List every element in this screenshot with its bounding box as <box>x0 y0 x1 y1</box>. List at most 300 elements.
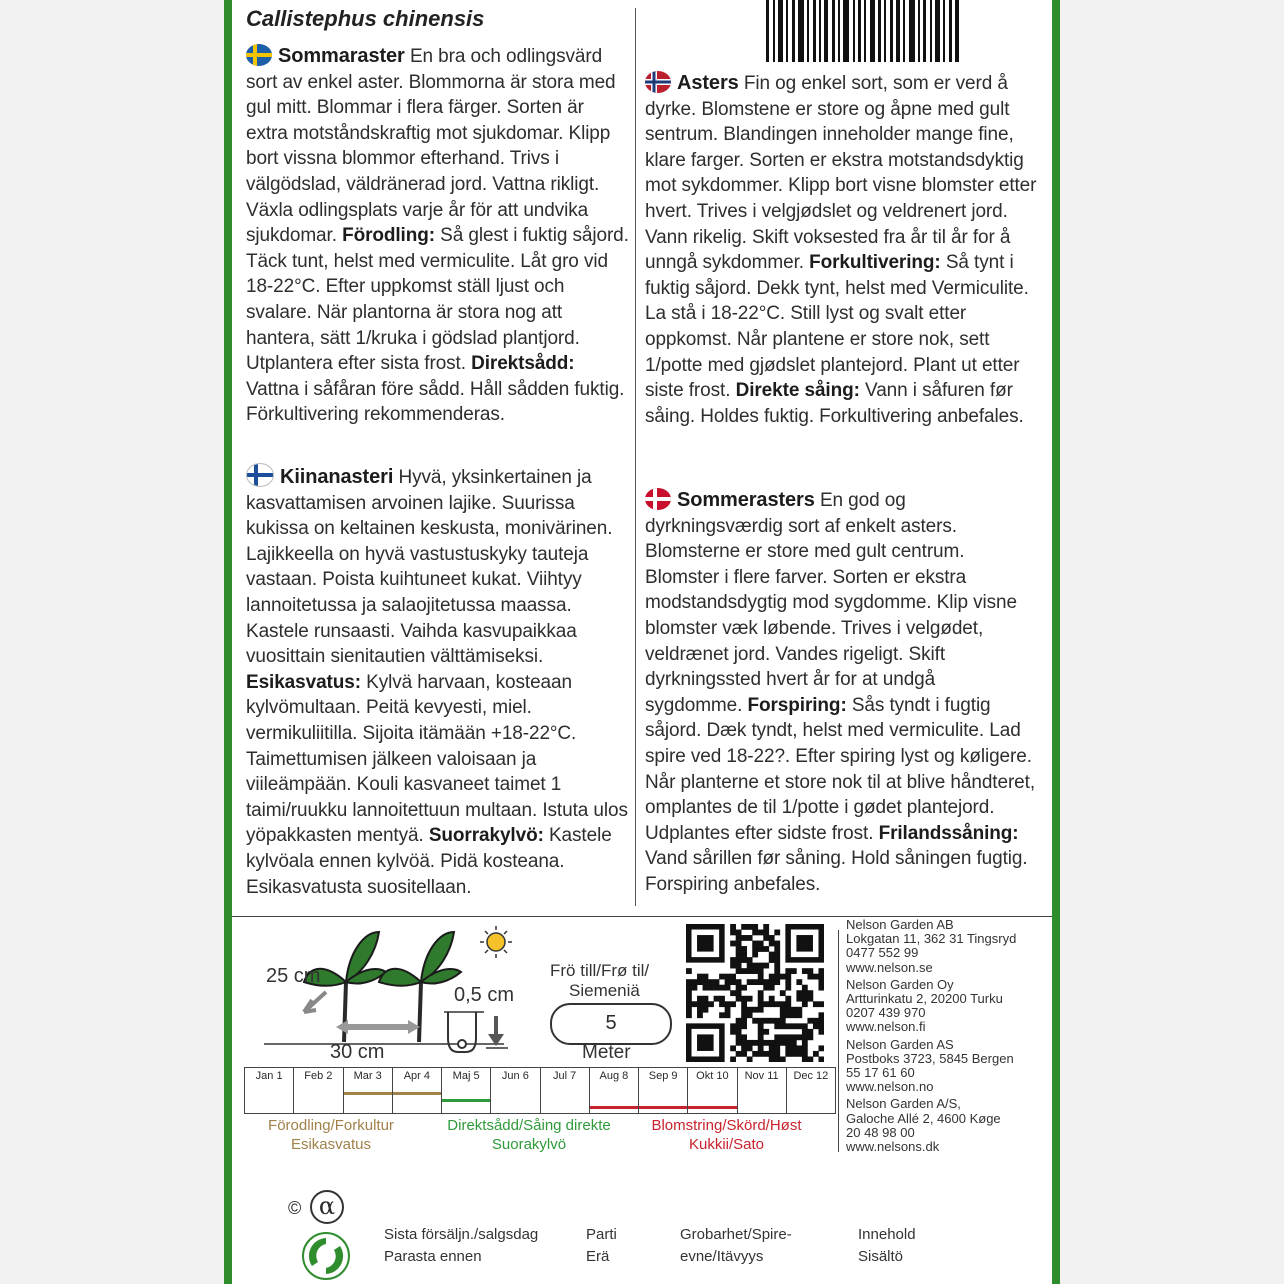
qr-module <box>741 996 747 1002</box>
copyright-icon: © <box>288 1198 302 1218</box>
qr-module <box>747 1007 753 1013</box>
swedish-section <box>246 44 630 428</box>
barcode-bar <box>798 0 804 62</box>
qr-module <box>725 979 731 985</box>
qr-module <box>714 979 720 985</box>
qr-module <box>758 946 764 952</box>
qr-module <box>818 1029 824 1035</box>
calendar-month-label: Sep 9 <box>648 1070 678 1082</box>
qr-module <box>769 1051 775 1057</box>
lot-label <box>586 1224 617 1268</box>
finnish-preculture-text: Kylvä harvaan, kosteaan kylvömultaan. Peitä kevyesti, miel. vermikuliitilla. Sijoita itämään +18-22°C. Taimettumisen jälkeen valoisaan ja viileämpään. Kouli kasvaneet taimet 1 taimi/ruukku lannoitettuun multaan. Istuta ulos yöpakkasten mentyä. <box>246 671 628 847</box>
qr-module <box>769 1056 775 1062</box>
qr-module <box>697 974 703 980</box>
barcode-bar <box>766 0 769 62</box>
danish-section <box>645 488 1037 898</box>
plant-spacing-label: 30 cm <box>330 1041 385 1063</box>
barcode-bar <box>843 0 849 62</box>
swedish-direct-heading: Direktsådd: <box>471 353 575 375</box>
calendar-period-bar <box>442 1099 490 1102</box>
qr-module <box>807 1029 813 1035</box>
legend-sowing-line2: Suorakylvö <box>491 1136 567 1153</box>
qr-module <box>780 1040 786 1046</box>
qr-module <box>741 946 747 952</box>
qr-module <box>747 996 753 1002</box>
address-line: 0477 552 99 <box>846 945 919 961</box>
qr-module <box>769 1018 775 1024</box>
qr-module <box>813 974 819 980</box>
qr-module <box>785 968 791 974</box>
sowing-calendar <box>244 1067 836 1114</box>
qr-module <box>813 1023 819 1029</box>
qr-module <box>774 946 780 952</box>
qr-module <box>780 1007 786 1013</box>
address-block <box>846 1097 1016 1154</box>
qr-module <box>791 1051 797 1057</box>
qr-module <box>796 1045 802 1051</box>
seed-packet-back <box>224 0 1060 1284</box>
qr-module <box>791 1007 797 1013</box>
address-line: Nelson Garden A/S, <box>846 1096 961 1112</box>
norwegian-preculture-text: Så tynt i fuktig såjord. Dekk tynt, helst med Vermiculite. La stå i 18-22°C. Still lyst og svalt etter oppkomst. Når plantene er store nok, sett 1/potte med gjødslet plantejord. Plant ut etter siste frost. <box>645 252 1029 402</box>
address-line: www.nelson.se <box>846 959 933 975</box>
qr-module <box>703 1001 709 1007</box>
qr-module <box>802 1040 808 1046</box>
qr-module <box>752 1040 758 1046</box>
qr-module <box>686 979 692 985</box>
qr-module <box>802 1029 808 1035</box>
qr-module <box>769 957 775 963</box>
calendar-month <box>245 1068 294 1113</box>
qr-module <box>758 968 764 974</box>
qr-module <box>758 1051 764 1057</box>
qr-module <box>703 979 709 985</box>
qr-module <box>747 957 753 963</box>
qr-module <box>736 996 742 1002</box>
qr-module <box>736 990 742 996</box>
qr-module <box>730 990 736 996</box>
qr-module <box>813 1001 819 1007</box>
qr-module <box>758 979 764 985</box>
species-name: Callistephus chinensis <box>246 6 485 31</box>
qr-module <box>725 1012 731 1018</box>
legend-preculture <box>246 1116 416 1154</box>
qr-module <box>818 1012 824 1018</box>
barcode-bar <box>786 0 788 62</box>
qr-module <box>686 968 692 974</box>
address-line: Postboks 3723, 5845 Bergen <box>846 1050 1014 1066</box>
qr-module <box>725 985 731 991</box>
qr-module <box>763 1040 769 1046</box>
finland-flag-icon <box>246 463 274 487</box>
qr-module <box>791 1034 797 1040</box>
seed-amount-value: 5 <box>605 1012 617 1034</box>
norwegian-preculture-heading: Forkultivering: <box>809 252 941 274</box>
qr-module <box>791 1023 797 1029</box>
barcode-bar <box>813 0 816 62</box>
swedish-preculture-heading: Förodling: <box>342 225 435 247</box>
qr-module <box>818 1056 824 1062</box>
qr-module <box>802 1023 808 1029</box>
qr-finder <box>697 935 714 952</box>
qr-module <box>758 963 764 969</box>
qr-module <box>741 1012 747 1018</box>
barcode-bar <box>884 0 886 62</box>
qr-module <box>736 935 742 941</box>
qr-module <box>752 968 758 974</box>
barcode-bar <box>949 0 952 62</box>
qr-module <box>736 1034 742 1040</box>
qr-module <box>703 1007 709 1013</box>
calendar-month <box>442 1068 491 1113</box>
address-block <box>846 918 1016 975</box>
qr-module <box>730 941 736 947</box>
qr-module <box>730 924 736 930</box>
barcode-bar <box>955 0 959 62</box>
qr-module <box>807 996 813 1002</box>
address-line: Galoche Allé 2, 4600 Køge <box>846 1110 1001 1126</box>
qr-module <box>769 935 775 941</box>
legend-harvest <box>634 1116 819 1154</box>
calendar-month-label: Jan 1 <box>255 1070 283 1082</box>
qr-module <box>736 941 742 947</box>
qr-module <box>725 1007 731 1013</box>
qr-module <box>741 957 747 963</box>
germination-line1: Grobarhet/Spire- <box>680 1226 792 1243</box>
qr-module <box>730 1001 736 1007</box>
qr-module <box>747 935 753 941</box>
norwegian-intro: Fin og enkel sort, som er verd å dyrke. Blomstene er store og åpne med gult sentrum. Blandingen inneholder mange fine, klare farger. Sorten er ekstra motstandsdyktig mot sykdommer. Klipp bort visne blomster etter hvert. Trives i velgjødslet og veldrenert jord. Vann rikelig. Skift voksested fra år til år for å unngå sykdommer. <box>645 73 1037 274</box>
norwegian-direct-text: Vann i såfuren før såing. Holdes fuktig. Forkultivering anbefales. <box>645 380 1024 427</box>
calendar-month <box>541 1068 590 1113</box>
qr-module <box>736 1051 742 1057</box>
qr-module <box>807 1056 813 1062</box>
qr-module <box>769 1045 775 1051</box>
qr-module <box>818 1045 824 1051</box>
qr-module <box>769 979 775 985</box>
qr-module <box>763 1051 769 1057</box>
qr-module <box>736 1040 742 1046</box>
qr-module <box>736 985 742 991</box>
qr-module <box>747 963 753 969</box>
qr-module <box>785 996 791 1002</box>
barcode-bar <box>858 0 861 62</box>
qr-module <box>741 1051 747 1057</box>
swedish-direct-text: Vattna i såfåran före sådd. Håll sådden fuktig. Förkultivering rekommenderas. <box>246 378 625 426</box>
qr-module <box>703 974 709 980</box>
address-block <box>846 978 1016 1035</box>
qr-module <box>802 985 808 991</box>
qr-module <box>741 1040 747 1046</box>
qr-module <box>747 968 753 974</box>
seed-amount-unit: Meter <box>582 1042 631 1063</box>
qr-module <box>697 1001 703 1007</box>
calendar-month-label: Dec 12 <box>793 1070 829 1082</box>
legend-sowing <box>429 1116 629 1154</box>
norwegian-direct-heading: Direkte såing: <box>735 380 860 402</box>
qr-module <box>802 1056 808 1062</box>
qr-module <box>758 1040 764 1046</box>
qr-module <box>758 1029 764 1035</box>
alpha-logo-icon: α <box>310 1190 344 1224</box>
qr-module <box>752 1051 758 1057</box>
qr-module <box>791 1045 797 1051</box>
calendar-month-label: Jun 6 <box>501 1070 529 1082</box>
column-divider <box>635 8 636 906</box>
qr-module <box>802 996 808 1002</box>
qr-module <box>785 1040 791 1046</box>
qr-module <box>818 968 824 974</box>
calendar-month-label: Maj 5 <box>452 1070 480 1082</box>
swedish-intro: En bra och odlingsvärd sort av enkel aster. Blommorna är stora med gul mitt. Blommar i flera färger. Sorten är extra motståndskraftig mot sjukdomar. Klipp bort vissna blommor efterhand. Trivs i välgödslad, väldränerad jord. Vattna rikligt. Växla odlingsplats varje år för att undvika sjukdomar. <box>246 46 616 247</box>
qr-module <box>774 957 780 963</box>
seed-depth-icon <box>444 1008 514 1058</box>
barcode-bar <box>896 0 900 62</box>
address-block <box>846 1038 1016 1095</box>
barcode-bar <box>923 0 926 62</box>
qr-module <box>752 946 758 952</box>
qr-module <box>769 985 775 991</box>
qr-module <box>758 974 764 980</box>
finnish-title: Kiinanasteri <box>280 466 394 488</box>
legend-preculture-line2: Esikasvatus <box>290 1136 372 1153</box>
qr-module <box>796 990 802 996</box>
barcode-bar <box>819 0 821 62</box>
qr-module <box>785 1007 791 1013</box>
finnish-section <box>246 463 632 900</box>
barcode-bar <box>909 0 915 62</box>
qr-module <box>758 1007 764 1013</box>
germination-label <box>680 1224 792 1268</box>
finnish-intro: Hyvä, yksinkertainen ja kasvattamisen arvoinen lajike. Suurissa kukissa on keltainen keskusta, monivärinen. Lajikkeella on hyvä vastustuskyky tauteja vastaan. Poista kuihtuneet kukat. Viihtyy lannoitetussa ja salaojitetussa maassa. Kastele runsaasti. Vaihda kasvupaikkaa vuosittain sienitautien välttämiseksi. <box>246 467 613 668</box>
qr-module <box>818 985 824 991</box>
qr-module <box>741 1045 747 1051</box>
qr-module <box>752 941 758 947</box>
finnish-preculture-heading: Esikasvatus: <box>246 671 361 693</box>
qr-module <box>807 990 813 996</box>
barcode-bar <box>903 0 905 62</box>
qr-module <box>780 990 786 996</box>
qr-module <box>719 996 725 1002</box>
barcode <box>766 0 1018 62</box>
qr-module <box>703 985 709 991</box>
barcode-bar <box>853 0 855 62</box>
barcode-bar <box>773 0 775 62</box>
qr-module <box>774 941 780 947</box>
qr-module <box>758 930 764 936</box>
qr-module <box>796 1007 802 1013</box>
calendar-month-label: Aug 8 <box>599 1070 629 1082</box>
calendar-month-label: Apr 4 <box>403 1070 431 1082</box>
qr-module <box>807 1034 813 1040</box>
qr-module <box>741 952 747 958</box>
calendar-month <box>639 1068 688 1113</box>
seed-amount-label-1: Frö till/Frø til/ <box>550 961 650 980</box>
finnish-direct-heading: Suorrakylvö: <box>428 825 544 847</box>
calendar-month <box>491 1068 540 1113</box>
qr-module <box>763 985 769 991</box>
calendar-period-bar <box>639 1106 687 1109</box>
qr-module <box>774 1056 780 1062</box>
qr-module <box>785 974 791 980</box>
seed-amount-label-2: Siemeniä <box>569 981 640 1000</box>
qr-module <box>802 968 808 974</box>
qr-module <box>736 1029 742 1035</box>
qr-module <box>818 1023 824 1029</box>
calendar-month-label: Nov 11 <box>744 1070 779 1082</box>
content-label <box>858 1224 916 1268</box>
qr-module <box>708 985 714 991</box>
qr-module <box>769 974 775 980</box>
qr-module <box>769 996 775 1002</box>
qr-module <box>747 1056 753 1062</box>
qr-module <box>774 1040 780 1046</box>
norwegian-title: Asters <box>677 72 739 94</box>
qr-module <box>730 930 736 936</box>
qr-module <box>818 1001 824 1007</box>
qr-module <box>730 963 736 969</box>
qr-module <box>752 930 758 936</box>
qr-module <box>736 946 742 952</box>
qr-module <box>758 1023 764 1029</box>
qr-module <box>736 1023 742 1029</box>
green-dot-recycling-icon <box>302 1232 350 1280</box>
address-line: www.nelson.fi <box>846 1019 926 1035</box>
qr-module <box>752 1018 758 1024</box>
qr-module <box>752 952 758 958</box>
germination-line2: evne/Itävyys <box>680 1248 764 1265</box>
calendar-period-bar <box>688 1106 736 1109</box>
qr-module <box>813 1051 819 1057</box>
barcode-bar <box>930 0 932 62</box>
qr-module <box>752 963 758 969</box>
calendar-month <box>294 1068 343 1113</box>
qr-module <box>758 1001 764 1007</box>
danish-title: Sommerasters <box>677 489 815 511</box>
green-edge-right <box>1052 0 1060 1284</box>
qr-module <box>769 1001 775 1007</box>
qr-module <box>774 974 780 980</box>
qr-module <box>736 952 742 958</box>
qr-module <box>736 1018 742 1024</box>
address-line: 55 17 61 60 <box>846 1065 915 1081</box>
legend-harvest-line2: Kukkii/Sato <box>688 1136 765 1153</box>
qr-module <box>818 1018 824 1024</box>
qr-module <box>741 1034 747 1040</box>
qr-module <box>758 1045 764 1051</box>
qr-module <box>774 1045 780 1051</box>
barcode-bar <box>870 0 875 62</box>
lot-line1: Parti <box>586 1226 617 1243</box>
lot-line2: Erä <box>586 1248 610 1265</box>
qr-module <box>758 1018 764 1024</box>
qr-module <box>796 1051 802 1057</box>
qr-module <box>697 979 703 985</box>
qr-module <box>802 1001 808 1007</box>
company-addresses <box>846 918 1016 1157</box>
qr-module <box>780 1023 786 1029</box>
qr-module <box>714 985 720 991</box>
qr-module <box>741 1018 747 1024</box>
norway-flag-icon <box>645 71 671 93</box>
qr-module <box>780 1034 786 1040</box>
qr-module <box>719 1012 725 1018</box>
qr-module <box>747 1045 753 1051</box>
qr-module <box>703 996 709 1002</box>
address-line: Artturinkatu 2, 20200 Turku <box>846 991 1003 1007</box>
qr-module <box>763 924 769 930</box>
qr-module <box>774 1051 780 1057</box>
qr-module <box>769 952 775 958</box>
qr-module <box>791 968 797 974</box>
denmark-flag-icon <box>645 488 671 510</box>
qr-module <box>714 996 720 1002</box>
swedish-preculture-text: Så glest i fuktig såjord. Täck tunt, helst med vermiculite. Låt gro vid 18-22°C. Efter uppkomst ställ ljust och svalare. När plantorna är stora nog att hantera, sätt 1/kruka i gödslad plantjord. Utplantera efter sista frost. <box>246 225 629 375</box>
barcode-bar <box>918 0 920 62</box>
qr-module <box>796 1034 802 1040</box>
qr-module <box>802 1045 808 1051</box>
qr-module <box>758 996 764 1002</box>
qr-module <box>785 979 791 985</box>
qr-module <box>736 968 742 974</box>
danish-intro: En god og dyrkningsværdig sort af enkelt asters. Blomsterne er store med gult centrum. Blomster i flere farver. Sorten er ekstra modstandsdygtig mod sygdomme. Klip visne blomster væk løbende. Trives i velgødet, veldrænet jord. Vandes rigeligt. Skift dyrkningssted hvert år for at undgå sygdomme. <box>645 490 1017 716</box>
address-line: 20 48 98 00 <box>846 1124 915 1140</box>
qr-module <box>736 979 742 985</box>
address-line: 0207 439 970 <box>846 1005 926 1021</box>
qr-module <box>758 941 764 947</box>
depth-label: 0,5 cm <box>454 984 515 1006</box>
qr-finder <box>697 1034 714 1051</box>
barcode-bar <box>878 0 881 62</box>
qr-code <box>686 924 824 1062</box>
qr-module <box>796 1023 802 1029</box>
barcode-bar <box>832 0 835 62</box>
qr-module <box>763 979 769 985</box>
qr-module <box>807 968 813 974</box>
qr-module <box>769 1040 775 1046</box>
qr-module <box>747 1012 753 1018</box>
qr-module <box>818 979 824 985</box>
qr-module <box>708 979 714 985</box>
swedish-title: Sommaraster <box>278 45 405 67</box>
legend-preculture-line1: Förodling/Forkultur <box>268 1117 394 1134</box>
calendar-month-label: Okt 10 <box>696 1070 729 1082</box>
qr-module <box>785 1051 791 1057</box>
barcode-bar <box>824 0 828 62</box>
barcode-bar <box>890 0 893 62</box>
qr-module <box>752 924 758 930</box>
legend-harvest-line1: Blomstring/Skörd/Høst <box>651 1117 802 1134</box>
qr-module <box>686 1012 692 1018</box>
qr-module <box>692 979 698 985</box>
qr-module <box>719 985 725 991</box>
best-before-line2: Parasta ennen <box>384 1248 482 1265</box>
calendar-period-bar <box>344 1092 392 1095</box>
qr-module <box>785 1001 791 1007</box>
qr-module <box>692 985 698 991</box>
qr-module <box>730 1056 736 1062</box>
address-line: www.nelson.no <box>846 1079 934 1095</box>
calendar-period-bar <box>590 1106 638 1109</box>
best-before-label <box>384 1224 538 1268</box>
content-line1: Innehold <box>858 1226 916 1243</box>
qr-module <box>741 935 747 941</box>
calendar-month <box>688 1068 737 1113</box>
qr-module <box>763 930 769 936</box>
qr-module <box>785 985 791 991</box>
qr-module <box>736 957 742 963</box>
qr-module <box>752 1007 758 1013</box>
